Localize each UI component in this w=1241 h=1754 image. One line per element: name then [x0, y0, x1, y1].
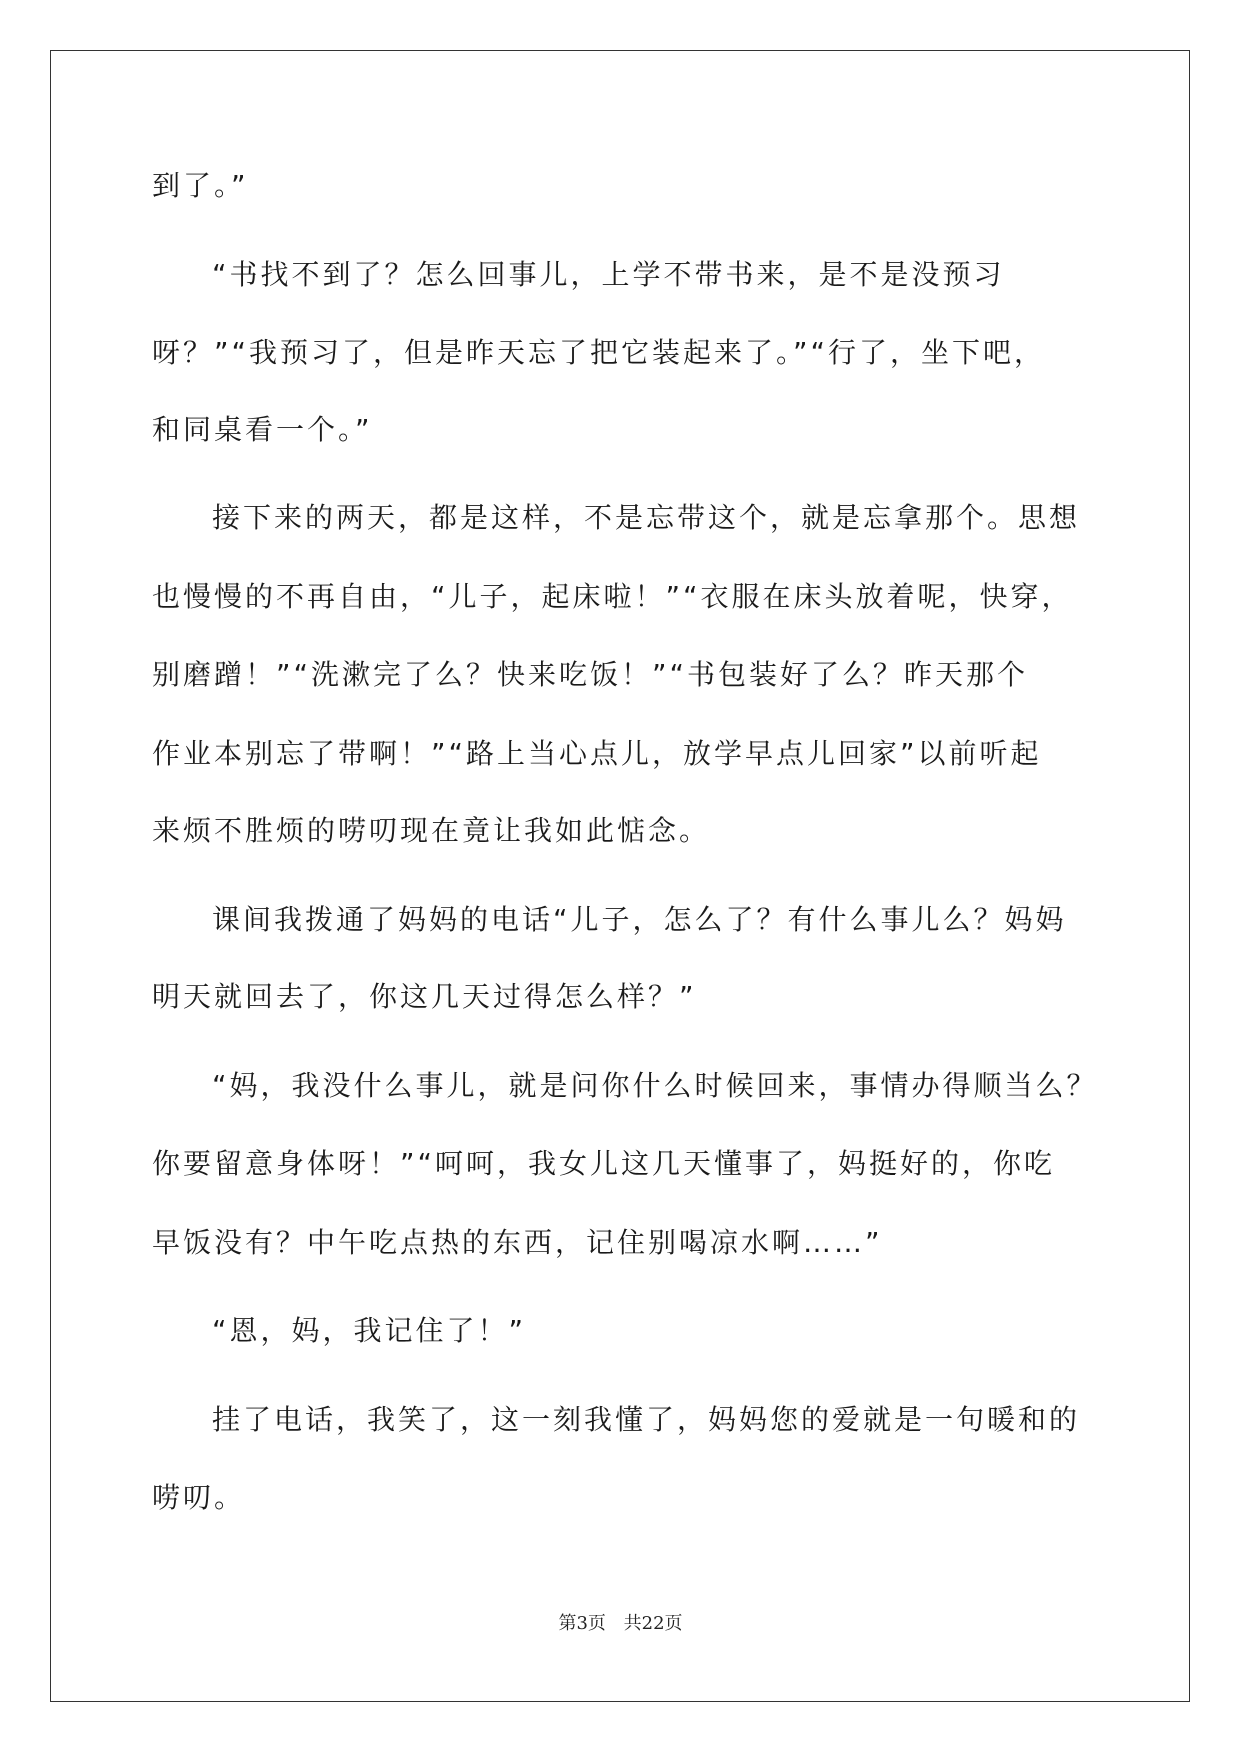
text-line-4: 和同桌看一个。”	[152, 413, 373, 446]
text-line-11: 明天就回去了，你这几天过得怎么样？”	[152, 980, 697, 1013]
text-line-3: 呀？”“我预习了，但是昨天忘了把它装起来了。”“行了，坐下吧，	[152, 336, 1046, 369]
text-line-14: 早饭没有？中午吃点热的东西，记住别喝凉水啊……”	[152, 1226, 883, 1259]
text-line-17: 唠叨。	[152, 1481, 246, 1514]
page-footer	[0, 1612, 1241, 1636]
page-total: 共22页	[623, 1613, 683, 1634]
text-line-5: 接下来的两天，都是这样，不是忘带这个，就是忘拿那个。思想	[212, 501, 1081, 534]
text-line-15: “恩，妈，我记住了！”	[212, 1314, 527, 1347]
text-line-9: 来烦不胜烦的唠叨现在竟让我如此惦念。	[152, 814, 711, 847]
text-line-6: 也慢慢的不再自由，“儿子，起床啦！”“衣服在床头放着呢，快穿，	[152, 580, 1073, 613]
text-line-12: “妈，我没什么事儿，就是问你什么时候回来，事情办得顺当么？	[212, 1069, 1098, 1102]
text-line-13: 你要留意身体呀！”“呵呵，我女儿这几天懂事了，妈挺好的，你吃	[152, 1147, 1056, 1180]
text-line-1: 到了。”	[152, 169, 249, 202]
text-line-7: 别磨蹭！”“洗漱完了么？快来吃饭！”“书包装好了么？昨天那个	[152, 658, 1029, 691]
page-border	[50, 50, 1190, 1702]
text-line-10: 课间我拨通了妈妈的电话“儿子，怎么了？有什么事儿么？妈妈	[212, 903, 1067, 936]
text-line-8: 作业本别忘了带啊！”“路上当心点儿，放学早点儿回家”以前听起	[152, 737, 1042, 770]
text-line-2: “书找不到了？怎么回事儿，上学不带书来，是不是没预习	[212, 258, 1005, 291]
page-number: 第3页	[558, 1613, 606, 1634]
text-line-16: 挂了电话，我笑了，这一刻我懂了，妈妈您的爱就是一句暖和的	[212, 1403, 1081, 1436]
